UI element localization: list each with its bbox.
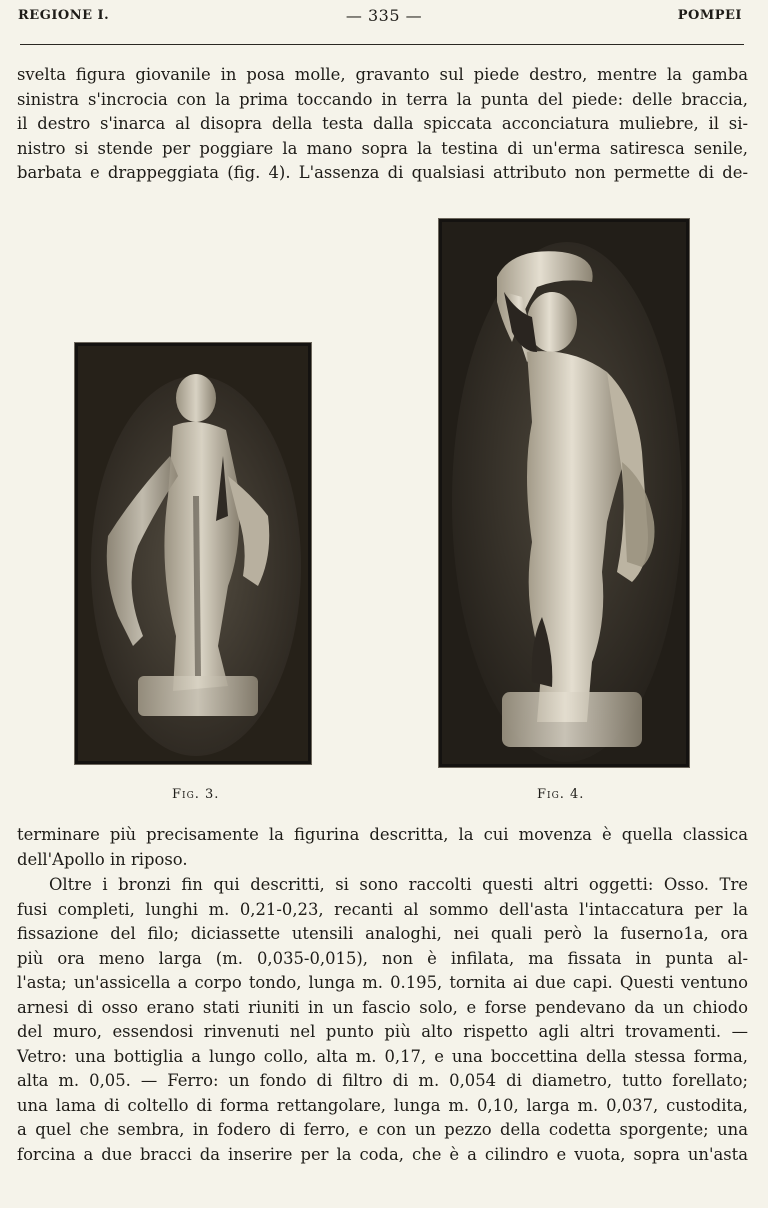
text-line: sinistra s'incrocia con la prima toccando in terra la punta del piede: delle braccia, — [17, 89, 748, 109]
header-rule — [20, 44, 744, 45]
page-number: — 335 — — [345, 6, 423, 25]
text-line: dell'Apollo in riposo. — [17, 849, 188, 869]
text-line: terminare più precisamente la figurina descritta, la cui movenza è quella classica — [17, 825, 748, 844]
text-line: Oltre i bronzi fin qui descritti, si sono raccolti questi altri oggetti: Osso. Tre — [49, 875, 748, 894]
figure-4-caption: Fig. 4. — [537, 787, 585, 802]
text-line: arnesi di osso erano stati riuniti in un fascio solo, e forse pendevano da un chiodo — [17, 997, 748, 1017]
paragraph-3 — [17, 873, 748, 1167]
text-line: alta m. 0,05. — Ferro: un fondo di filtro di m. 0,054 di diametro, tutto forellato; — [17, 1071, 748, 1090]
text-line: una lama di coltello di forma rettangolare, lunga m. 0,10, larga m. 0,037, custodita, — [17, 1095, 748, 1115]
text-line: forcina a due bracci da inserire per la coda, che è a cilindro e vuota, sopra un'asta — [17, 1144, 748, 1164]
statuette-small-image — [78, 346, 308, 761]
paragraph-1 — [17, 63, 748, 186]
running-header — [18, 8, 750, 32]
text-line: il destro s'inarca al disopra della testa dalla spiccata acconciatura muliebre, il si- — [17, 114, 748, 133]
header-place: POMPEI — [677, 8, 742, 23]
paragraph-2 — [17, 823, 748, 872]
text-line: l'asta; un'assicella a corpo tondo, lunga m. 0.195, tornita ai due capi. Questi ventuno — [17, 973, 748, 992]
text-line: più ora meno larga (m. 0,035-0,015), non è infilata, ma fissata in punta al- — [17, 948, 748, 968]
text-line: fissazione del filo; diciassette utensili analoghi, nei quali però la fuserno1a, ora — [17, 924, 748, 943]
text-line: del muro, essendosi rinvenuti nel punto più alto rispetto agli altri trovamenti. — — [17, 1022, 748, 1041]
text-line: nistro si stende per poggiare la mano sopra la testina di un'erma satiresca senile, — [17, 138, 748, 158]
text-line: Vetro: una bottiglia a lungo collo, alta m. 0,17, e una boccettina della stessa forma, — [17, 1046, 748, 1066]
figure-3-photo — [75, 343, 311, 764]
text-line: barbata e drappeggiata (fig. 4). L'assenza di qualsiasi attributo non permette di de- — [17, 163, 748, 182]
statue-apollo-image — [442, 222, 686, 764]
header-region: REGIONE I. — [18, 8, 110, 23]
figure-3-caption: Fig. 3. — [172, 787, 220, 802]
text-line: svelta figura giovanile in posa molle, gravanto sul piede destro, mentre la gamba — [17, 65, 748, 84]
text-line: fusi completi, lunghi m. 0,21-0,23, recanti al sommo dell'asta l'intaccatura per la — [17, 899, 748, 919]
figure-4-photo — [439, 219, 689, 767]
text-line: a quel che sembra, in fodero di ferro, e con un pezzo della codetta sporgente; una — [17, 1120, 748, 1139]
